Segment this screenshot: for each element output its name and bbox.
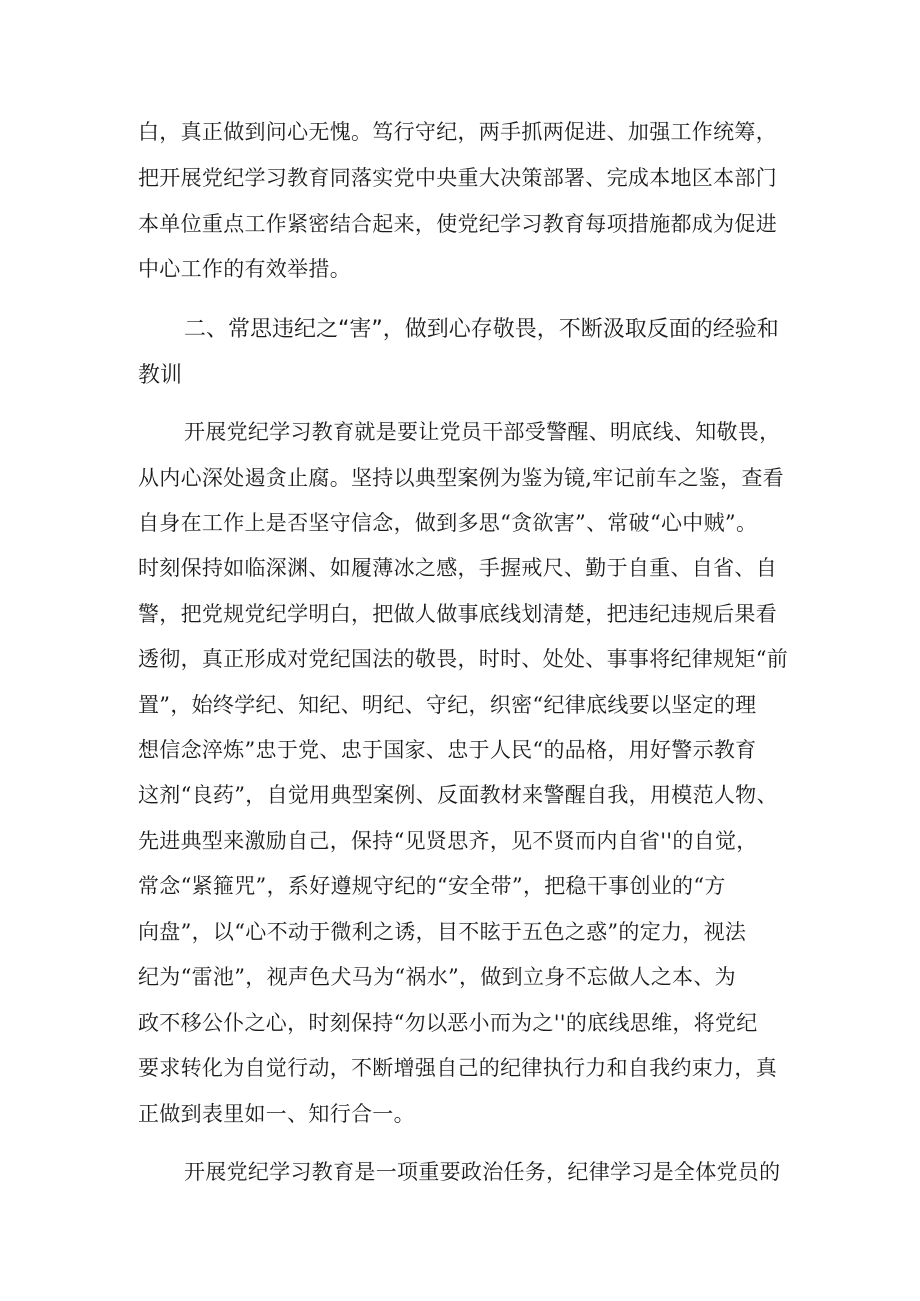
paragraph-1-line-3: 本单位重点工作紧密结合起来，使党纪学习教育每项措施都成为促进 (138, 212, 777, 236)
paragraph-2-line-4: 时刻保持如临深渊、如履薄冰之感，手握戒尺、勤于自重、自省、自 (138, 556, 777, 580)
paragraph-2-line-1: 开展党纪学习教育就是要让党员干部受警醒、明底线、知敬畏， (184, 420, 781, 444)
paragraph-1-line-1: 白，真正做到问心无愧。笃行守纪，两手抓两促进、加强工作统筹， (138, 120, 777, 144)
paragraph-2-line-7: 置”，始终学纪、知纪、明纪、守纪，织密“纪律底线要以坚定的理 (138, 693, 757, 717)
paragraph-2-line-6: 透彻，真正形成对党纪国法的敬畏，时时、处处、事事将纪律规矩“前 (138, 647, 789, 671)
paragraph-2-line-11: 常念“紧箍咒”，系好遵规守纪的“安全带”，把稳干事创业的“方 (138, 874, 726, 898)
paragraph-2-line-13: 纪为“雷池”，视声色犬马为“祸水”，做到立身不忘做人之本、为 (138, 965, 736, 989)
paragraph-2-line-8: 想信念淬炼”忠于党、忠于国家、忠于人民“的品格，用好警示教育 (138, 738, 757, 762)
paragraph-2-line-16: 正做到表里如一、知行合一。 (138, 1102, 415, 1126)
paragraph-2-line-10: 先进典型来激励自己，保持“见贤思齐，见不贤而内自省''的自觉， (138, 829, 758, 853)
paragraph-2-line-5: 警，把党规党纪学明白，把做人做事底线划清楚，把违纪违规后果看 (138, 602, 777, 626)
paragraph-2-line-15: 要求转化为自觉行动，不断增强自己的纪律执行力和自我约束力，真 (138, 1056, 777, 1080)
paragraph-2-line-3: 自身在工作上是否坚守信念，做到多思“贪欲害”、常破“心中贼”。 (138, 511, 758, 535)
section-heading-line-2: 教训 (138, 363, 183, 388)
section-heading-line-1: 二、常思违纪之“害”，做到心存敬畏，不断汲取反面的经验和 (184, 317, 779, 342)
paragraph-1-line-2: 把开展党纪学习教育同落实党中央重大决策部署、完成本地区本部门 (138, 166, 777, 190)
paragraph-2-line-2: 从内心深处遏贪止腐。坚持以典型案例为鉴为镜,牢记前车之鉴，查看 (138, 466, 784, 490)
paragraph-2-line-9: 这剂“良药”，自觉用典型案例、反面教材来警醒自我，用模范人物、 (138, 783, 778, 807)
paragraph-3-line-1: 开展党纪学习教育是一项重要政治任务，纪律学习是全体党员的 (184, 1160, 781, 1184)
paragraph-2-line-14: 政不移公仆之心，时刻保持“勿以恶小而为之''的底线思维，将党纪 (138, 1011, 758, 1035)
paragraph-1-line-4: 中心工作的有效举措。 (138, 257, 351, 281)
paragraph-2-line-12: 向盘”，以“心不动于微利之诱，目不眩于五色之惑”的定力，视法 (138, 920, 747, 944)
